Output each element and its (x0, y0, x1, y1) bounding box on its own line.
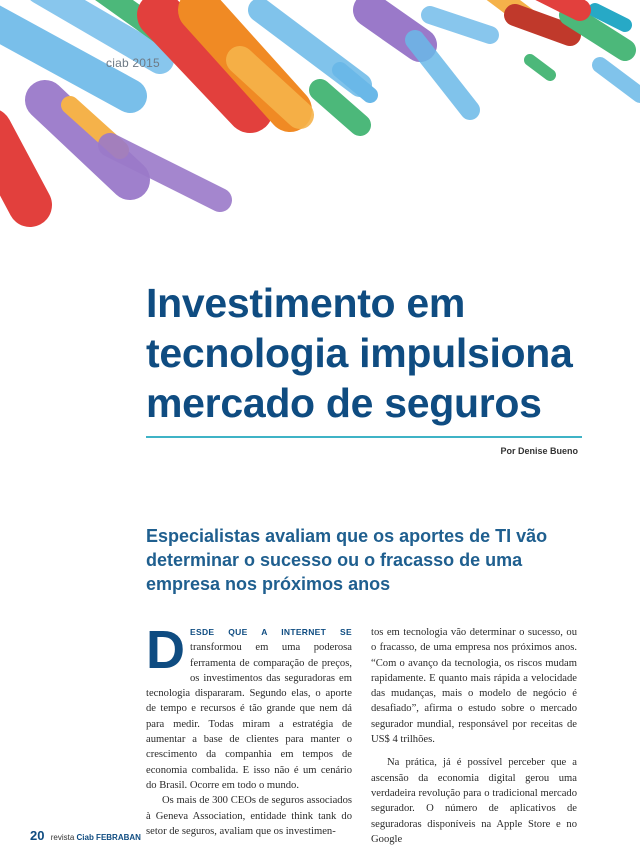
page-number: 20 (30, 828, 45, 843)
header-decorative-stripes (0, 0, 640, 240)
body-column-2 (371, 625, 577, 847)
headline-line-2: tecnologia impulsiona (146, 330, 573, 376)
byline: Por Denise Bueno (500, 446, 578, 456)
headline-line-3: mercado de seguros (146, 380, 542, 426)
body-paragraph: Os mais de 300 CEOs de seguros associados à Geneva Association, entidade think tank do setor de seguros, avaliam que os investimen- (146, 795, 352, 837)
headline-rule (146, 436, 582, 438)
body-column-1 (146, 620, 352, 839)
page-footer (30, 828, 141, 843)
drop-cap: D (146, 620, 185, 680)
body-paragraph: tos em tecnologia vão determinar o sucesso, ou o fracasso, de uma empresa nos próximos anos. “Com o avanço da tecnologia, os riscos mudam rapidamente. E quanto mais rápida a velocidade das mudanças, mais o modelo de negócio é desafiado”, afirma o estudo sobre o mercado segurador mundial, responsável por receitas de US$ 4 trilhões. (371, 627, 577, 746)
headline-line-1: Investimento em (146, 280, 466, 326)
body-paragraph (146, 620, 352, 793)
publication-brand: Ciab FEBRABAN (76, 833, 141, 842)
body-paragraph: Na prática, já é possível perceber que a ascensão da economia digital gerou uma verdadeira revolução para o tradicional mercado segurador. O número de aplicativos de seguradoras disponíveis na Apple Store e no Google (371, 757, 577, 845)
article-standfirst: Especialistas avaliam que os aportes de TI vão determinar o sucesso ou o fracasso de uma empresa nos próximos anos (146, 526, 548, 594)
publication-label: revista (50, 833, 75, 842)
section-kicker: ciab 2015 (106, 56, 160, 70)
paragraph-text: transformou em uma poderosa ferramenta de comparação de preços, os investimentos das seguradoras em tecnologia dispararam. Segundo elas, o aporte de tempo e recursos é tão grande que nem dá para medir. Todas miram a estratégia de aumentar a base de clientes para manter o crescimento da companhia em tempos de economia combalida. E isso não é um cenário do Brasil. Ocorre em todo o mundo. (146, 642, 352, 791)
article-headline (146, 278, 616, 428)
lead-in-smallcaps: ESDE QUE A INTERNET SE (190, 627, 352, 637)
